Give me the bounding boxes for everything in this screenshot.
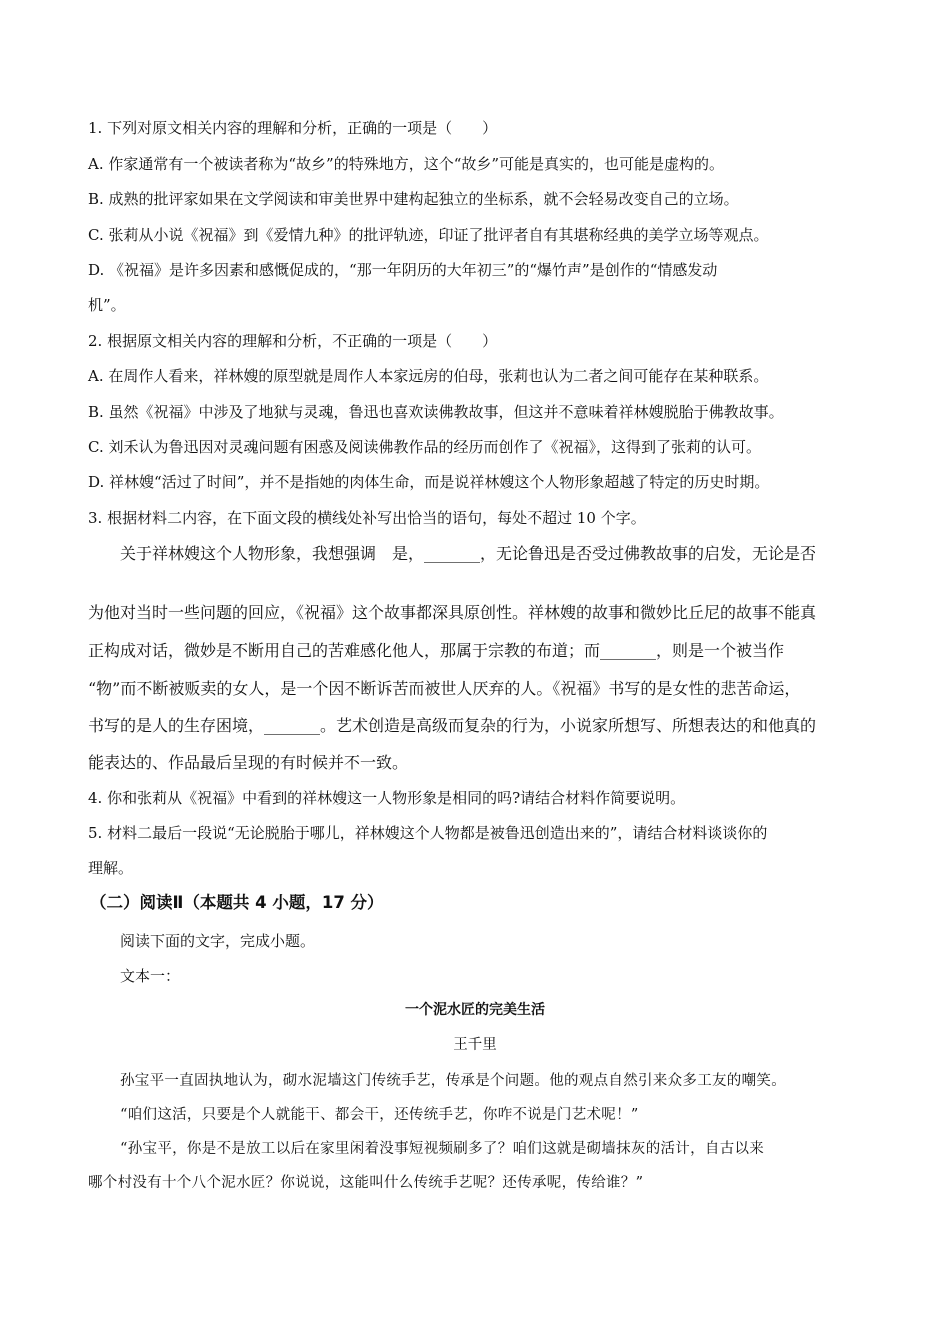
section-instruction: 阅读下面的文字，完成小题。 xyxy=(120,932,316,950)
question-4-stem: 4. 你和张莉从《祝福》中看到的祥林嫂这一人物形象是相同的吗?请结合材料作简要说明。 xyxy=(88,789,686,807)
question-1-option-b: B. 成熟的批评家如果在文学阅读和审美世界中建构起独立的坐标系，就不会轻易改变自己的立场。 xyxy=(88,190,739,208)
question-1-option-d: D. 《祝福》是许多因素和感慨促成的，“那一年阴历的大年初三”的“爆竹声”是创作的“情感发动 xyxy=(88,261,718,279)
question-3-passage-line: 书写的是人的生存困境，_______。艺术创造是高级而复杂的行为，小说家所想写、所想表达的和他真的 xyxy=(88,716,817,735)
question-3-passage-line: 关于祥林嫂这个人物形象，我想强调 是，_______，无论鲁迅是否受过佛教故事的启发，无论是否 xyxy=(120,544,817,563)
story-paragraph: “咱们这活，只要是个人就能干、都会干，还传统手艺，你咋不说是门艺术呢！” xyxy=(120,1107,639,1123)
question-5-stem-continued: 理解。 xyxy=(88,859,134,877)
question-2-option-d: D. 祥林嫂“活过了时间”，并不是指她的肉体生命，而是说祥林嫂这个人物形象超越了特定的历史时期。 xyxy=(88,473,770,491)
question-2-option-b: B. 虽然《祝福》中涉及了地狱与灵魂，鲁迅也喜欢读佛教故事，但这并不意味着祥林嫂脱胎于佛教故事。 xyxy=(88,403,784,421)
question-3-passage-line: 正构成对话，微妙是不断用自己的苦难感化他人，那属于宗教的布道；而_______，则是一个被当作 xyxy=(88,641,785,660)
question-3-passage-line: 为他对当时一些问题的回应，《祝福》这个故事都深具原创性。祥林嫂的故事和微妙比丘尼的故事不能真 xyxy=(88,603,817,622)
question-3-passage-line: 能表达的、作品最后呈现的有时候并不一致。 xyxy=(88,753,409,772)
section-heading: （二）阅读Ⅱ（本题共 4 小题，17 分） xyxy=(90,893,384,912)
story-paragraph: “孙宝平，你是不是放工以后在家里闲着没事短视频刷多了？咱们这就是砌墙抹灰的活计，自古以来 xyxy=(120,1141,765,1157)
question-1-option-a: A. 作家通常有一个被读者称为“故乡”的特殊地方，这个“故乡”可能是真实的，也可能是虚构的。 xyxy=(88,155,725,173)
story-title: 一个泥水匠的完美生活 xyxy=(405,1002,545,1018)
text-label: 文本一： xyxy=(120,967,181,985)
question-3-passage-line: “物”而不断被贩卖的女人，是一个因不断诉苦而被世人厌弃的人。《祝福》书写的是女性的悲苦命运， xyxy=(88,679,801,698)
question-1-option-c: C. 张莉从小说《祝福》到《爱情九种》的批评轨迹，印证了批评者自有其堪称经典的美学立场等观点。 xyxy=(88,226,769,244)
story-paragraph-continued: 哪个村没有十个八个泥水匠？你说说，这能叫什么传统手艺呢？还传承呢，传给谁？” xyxy=(88,1175,644,1191)
story-author: 王千里 xyxy=(453,1037,497,1053)
story-paragraph: 孙宝平一直固执地认为，砌水泥墙这门传统手艺，传承是个问题。他的观点自然引来众多工友的嘲笑。 xyxy=(120,1073,786,1089)
question-2-option-a: A. 在周作人看来，祥林嫂的原型就是周作人本家远房的伯母，张莉也认为二者之间可能存在某种联系。 xyxy=(88,367,769,385)
question-2-stem: 2. 根据原文相关内容的理解和分析，不正确的一项是（ ） xyxy=(88,332,498,350)
question-1-stem: 1. 下列对原文相关内容的理解和分析，正确的一项是（ ） xyxy=(88,119,498,137)
question-3-stem: 3. 根据材料二内容，在下面文段的横线处补写出恰当的语句，每处不超过 10 个字。 xyxy=(88,509,646,527)
question-1-option-d-continued: 机”。 xyxy=(88,296,126,314)
question-5-stem: 5. 材料二最后一段说“无论脱胎于哪儿，祥林嫂这个人物都是被鲁迅创造出来的”，请结合材料谈谈你的 xyxy=(88,824,768,842)
question-2-option-c: C. 刘禾认为鲁迅因对灵魂问题有困惑及阅读佛教作品的经历而创作了《祝福》，这得到了张莉的认可。 xyxy=(88,438,761,456)
